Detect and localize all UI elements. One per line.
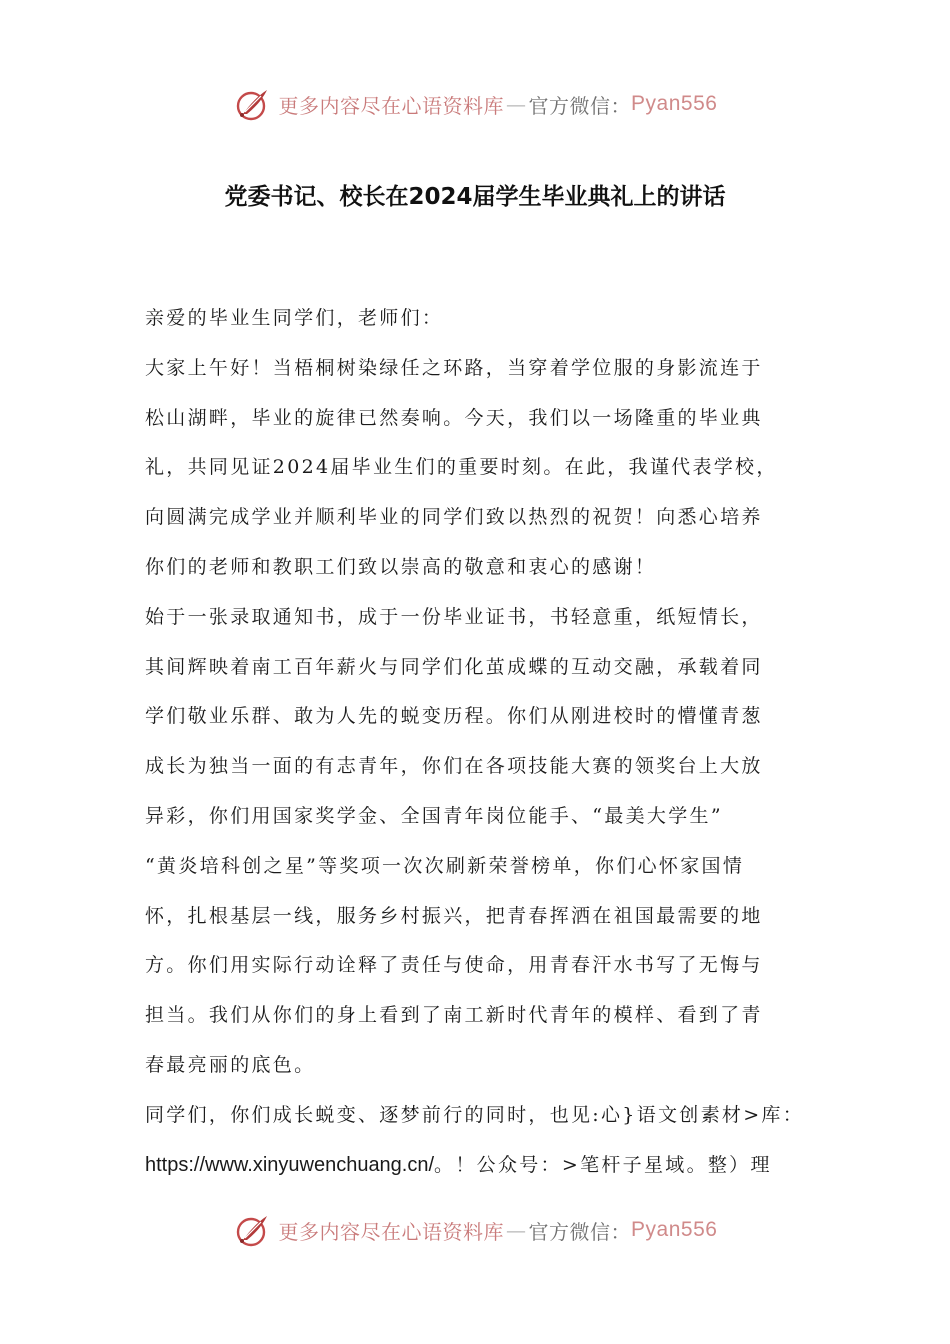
banner-site-text: 更多内容尽在心语资料库 bbox=[278, 1219, 505, 1244]
text-line: 其间辉映着南工百年薪火与同学们化茧成蝶的互动交融，承载着同 bbox=[145, 655, 763, 678]
speech-body bbox=[145, 294, 810, 1190]
text-line: “黄炎培科创之星”等奖项一次次刷新荣誉榜单，你们心怀家国情 bbox=[145, 854, 745, 877]
text-line: 异彩，你们用国家奖学金、全国青年岗位能手、“最美大学生” bbox=[145, 804, 723, 827]
text-line: 方。你们用实际行动诠释了责任与使命，用青春汗水书写了无悔与 bbox=[145, 954, 763, 977]
text-line: 春最亮丽的底色。 bbox=[145, 1053, 316, 1076]
footer-banner bbox=[0, 1210, 950, 1250]
page-title: 党委书记、校长在2024届学生毕业典礼上的讲话 bbox=[224, 184, 726, 210]
quill-logo-icon bbox=[233, 84, 273, 124]
text-line: 担当。我们从你们的身上看到了南工新时代青年的模样、看到了青 bbox=[145, 1004, 763, 1027]
banner-separator: — bbox=[506, 1218, 527, 1242]
text-line: 学们敬业乐群、敢为人先的蜕变历程。你们从刚进校时的懵懂青葱 bbox=[145, 705, 763, 728]
text-line: 亲爱的毕业生同学们，老师们： bbox=[145, 307, 444, 329]
text-line: 你们的老师和教职工们致以崇高的敬意和衷心的感谢！ bbox=[145, 555, 657, 578]
banner-wechat-id: Pyan556 bbox=[631, 92, 718, 115]
header-banner bbox=[0, 84, 950, 124]
banner-label: 官方微信： bbox=[528, 1219, 632, 1244]
text-line: 始于一张录取通知书，成于一份毕业证书，书轻意重，纸短情长， bbox=[145, 605, 763, 628]
source-url: https://www.xinyuwenchuang.cn/ bbox=[145, 1153, 435, 1176]
banner-label: 官方微信： bbox=[528, 93, 632, 118]
text-line-last bbox=[145, 1141, 810, 1191]
text-line: 成长为独当一面的有志青年，你们在各项技能大赛的领奖台上大放 bbox=[145, 755, 763, 778]
banner-wechat-id: Pyan556 bbox=[631, 1218, 718, 1241]
text-line-rest: 。！公众号：>笔杆子星域。整）理 bbox=[434, 1153, 772, 1176]
text-line: 松山湖畔，毕业的旋律已然奏响。今天，我们以一场隆重的毕业典 bbox=[145, 406, 763, 429]
banner-site-text: 更多内容尽在心语资料库 bbox=[278, 93, 505, 118]
text-line: 向圆满完成学业并顺利毕业的同学们致以热烈的祝贺！向悉心培养 bbox=[145, 506, 763, 529]
text-line: 同学们，你们成长蜕变、逐梦前行的同时，也见:心}语文创素材>库： bbox=[145, 1103, 805, 1126]
text-line: 怀，扎根基层一线，服务乡村振兴，把青春挥洒在祖国最需要的地 bbox=[145, 904, 763, 927]
quill-logo-icon bbox=[233, 1210, 273, 1250]
banner-separator: — bbox=[506, 92, 527, 116]
text-line: 大家上午好！当梧桐树染绿任之环路，当穿着学位服的身影流连于 bbox=[145, 356, 763, 379]
text-line: 礼，共同见证2024届毕业生们的重要时刻。在此，我谨代表学校， bbox=[145, 456, 778, 479]
